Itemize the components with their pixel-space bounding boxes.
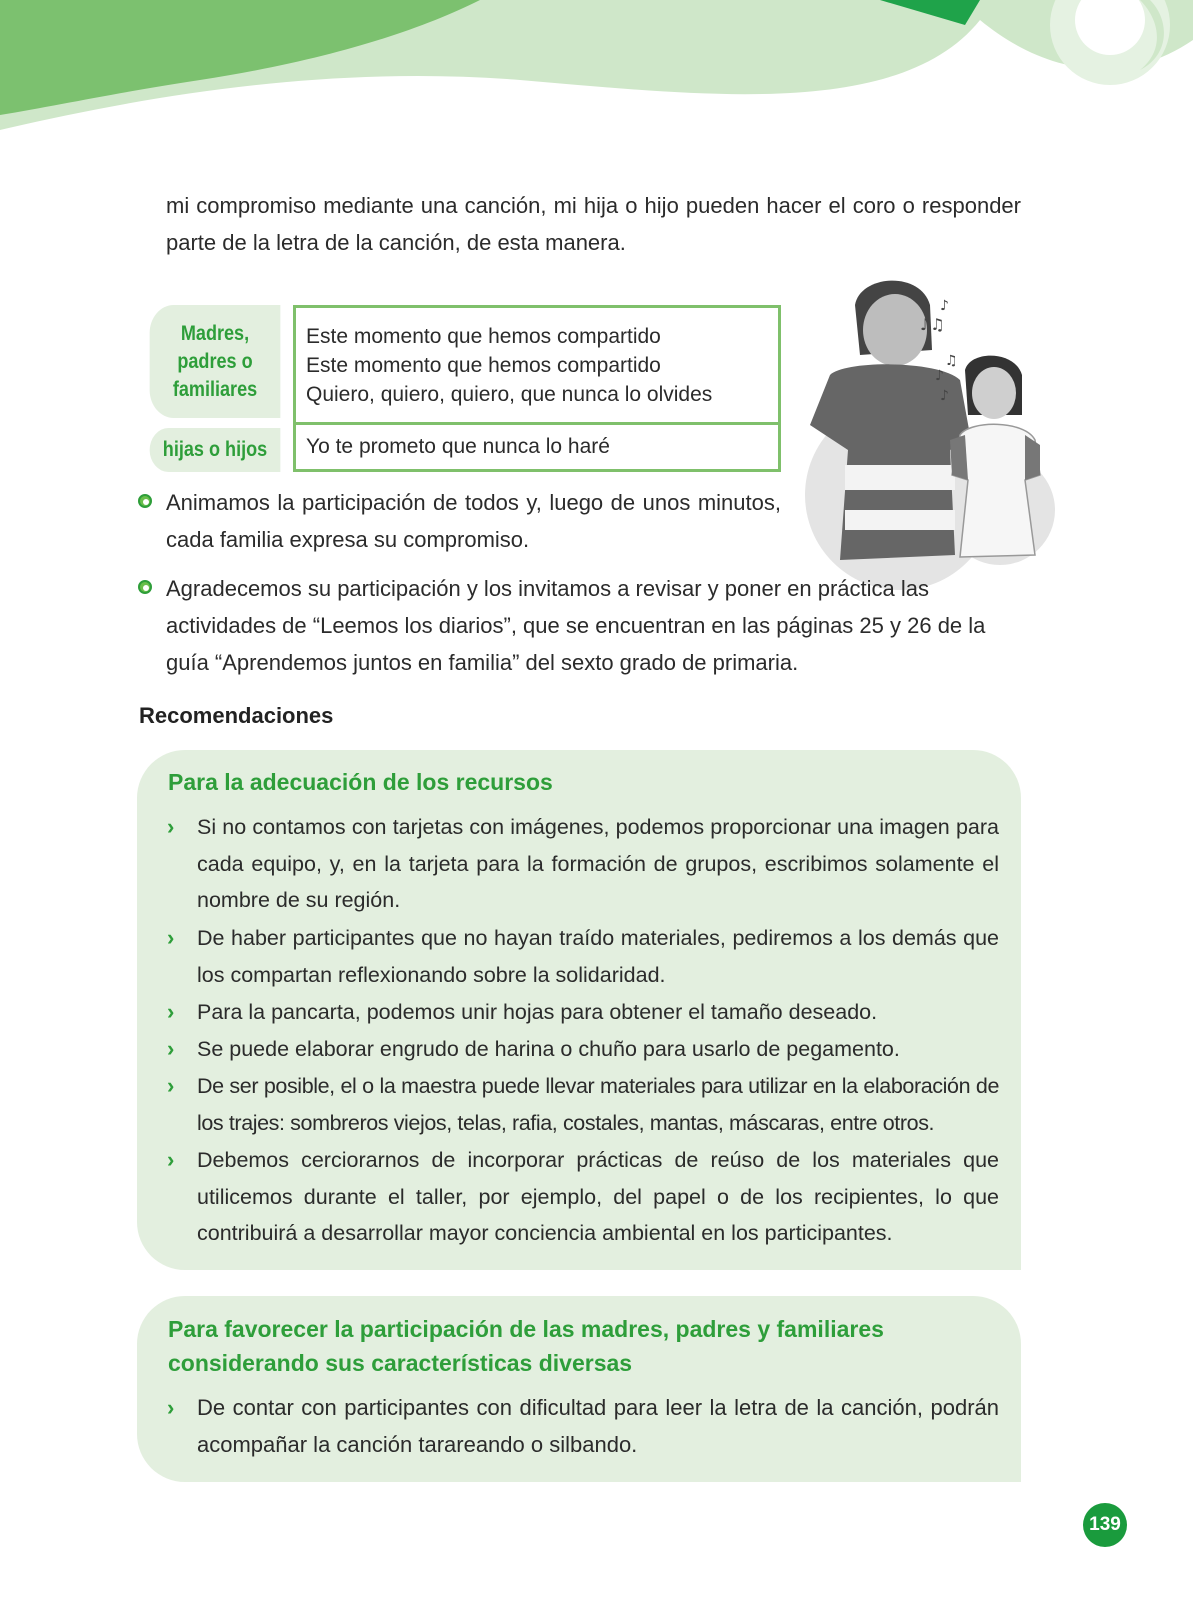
svg-text:♪: ♪: [935, 368, 944, 384]
recommendations-heading: Recomendaciones: [139, 703, 334, 728]
svg-text:♪: ♪: [940, 298, 949, 314]
song-lyrics-cell-children: [293, 422, 781, 472]
recommendation-item: De contar con participantes con dificultad para leer la letra de la canción, podrán acompañar la canción tarareando o silbando.: [197, 1395, 999, 1457]
chevron-right-icon: ›: [167, 1147, 175, 1172]
svg-text:♪♫: ♪♫: [920, 315, 945, 334]
recommendation-box-title: Para la adecuación de los recursos: [168, 769, 553, 795]
recommendation-item: De haber participantes que no hayan traído materiales, pediremos a los demás que los compartan reflexionando sobre la solidaridad.: [197, 926, 999, 987]
recommendation-item: Si no contamos con tarjetas con imágenes, podemos proporcionar una imagen para cada equipo, y, en la tarjeta para la formación de grupos, escribimos solamente el nombre de su región.: [197, 815, 999, 912]
header-wave-decoration: [0, 0, 1193, 140]
step-item: Animamos la participación de todos y, luego de unos minutos, cada familia expresa su compromiso.: [166, 490, 781, 552]
chevron-right-icon: ›: [167, 925, 175, 950]
song-role-cell-parents: [150, 305, 281, 418]
recommendation-box-title: Para favorecer la participación de las madres, padres y familiares considerando sus características diversas: [168, 1316, 884, 1376]
recommendation-item: Para la pancarta, podemos unir hojas para obtener el tamaño deseado.: [197, 1000, 878, 1024]
step-item: [166, 570, 1021, 681]
song-role-cell-children: [150, 428, 281, 472]
chevron-right-icon: ›: [167, 1395, 175, 1420]
svg-text:♪: ♪: [940, 388, 949, 404]
song-lyric-line: Este momento que hemos compartido: [306, 354, 661, 377]
recommendation-item: Debemos cerciorarnos de incorporar prácticas de reúso de los materiales que utilicemos durante el taller, por ejemplo, del papel o de los recipientes, lo que contribuirá a desarrollar mayor conciencia ambiental en los participantes.: [197, 1148, 999, 1245]
recommendation-item: Se puede elaborar engrudo de harina o chuño para usarlo de pegamento.: [197, 1037, 900, 1061]
bullet-icon: [138, 494, 152, 508]
chevron-right-icon: ›: [167, 1036, 175, 1061]
step-item-text: Agradecemos su participación y los invitamos a revisar y poner en práctica las actividades de “Leemos los diarios”, que se encuentran en las páginas 25 y 26 de la guía “Aprendemos juntos en familia” del sexto grado de primaria.: [166, 576, 986, 675]
svg-text:♫: ♫: [945, 353, 958, 369]
song-role-label: hijas o hijos: [162, 438, 268, 461]
song-lyrics-cell-parents: [293, 305, 781, 425]
song-role-label: Madres, padres o familiares: [172, 321, 258, 401]
chevron-right-icon: ›: [167, 1073, 175, 1098]
singing-family-illustration: [800, 275, 1065, 590]
song-lyric-line: Este momento que hemos compartido: [306, 325, 661, 348]
chevron-right-icon: ›: [167, 999, 175, 1024]
recommendation-item: De ser posible, el o la maestra puede llevar materiales para utilizar en la elaboración de los trajes: sombreros viejos, telas, rafia, costales, mantas, máscaras, entre otros.: [197, 1074, 999, 1135]
chevron-right-icon: ›: [167, 814, 175, 839]
page-number-badge: 139: [1083, 1503, 1127, 1547]
bullet-icon: [138, 580, 152, 594]
intro-paragraph: mi compromiso mediante una canción, mi hija o hijo pueden hacer el coro o responder parte de la letra de la canción, de esta manera.: [166, 193, 1021, 255]
song-lyric-line: Quiero, quiero, quiero, que nunca lo olvides: [306, 383, 713, 406]
song-lyric-line: Yo te prometo que nunca lo haré: [306, 435, 610, 458]
